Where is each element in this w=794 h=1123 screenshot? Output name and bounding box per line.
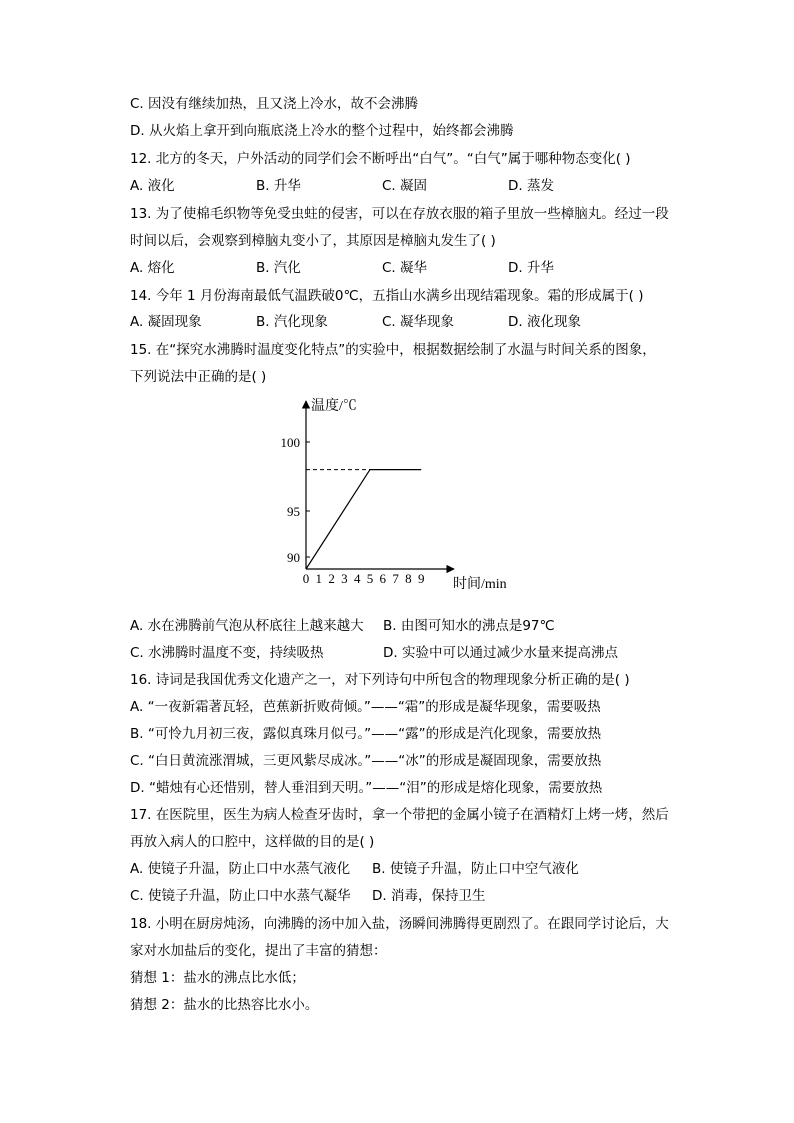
- q15-option-d: D. 实验中可以通过减少水量来提高沸点: [383, 645, 618, 661]
- question-12: 12. 北方的冬天，户外活动的同学们会不断呼出“白气”。“白气”属于哪种物态变化( ): [130, 151, 631, 167]
- x-tick-label: 7: [392, 571, 399, 586]
- y-tick-label: 100: [280, 435, 300, 450]
- q14-option-a: A. 凝固现象: [130, 314, 202, 330]
- question-16: 16. 诗词是我国优秀文化遗产之一，对下列诗句中所包含的物理现象分析正确的是( ): [130, 672, 630, 688]
- question-15-line1: 15. 在“探究水沸腾时温度变化特点”的实验中，根据数据绘制了水温与时间关系的图象，: [130, 342, 656, 358]
- q14-option-b: B. 汽化现象: [256, 314, 328, 330]
- q16-option-c: C. “白日黄流涨渭城，三更风紫尽成冰。”——“冰”的形成是凝固现象，需要放热: [130, 753, 602, 769]
- question-14: 14. 今年 1 月份海南最低气温跌破0℃，五指山水满乡出现结霜现象。霜的形成属于( ): [130, 288, 644, 304]
- x-axis-label: 时间/min: [453, 577, 507, 592]
- q13-option-b: B. 汽化: [256, 260, 301, 276]
- y-axis-label: 温度/℃: [311, 399, 357, 414]
- q15-option-c: C. 水沸腾时温度不变，持续吸热: [130, 645, 324, 661]
- question-15-line2: 下列说法中正确的是( ): [130, 369, 267, 385]
- q16-option-b: B. “可怜九月初三夜，露似真珠月似弓。”——“露”的形成是汽化现象，需要放热: [130, 726, 602, 742]
- question-18-line1: 18. 小明在厨房炖汤，向沸腾的汤中加入盐，汤瞬间沸腾得更剧烈了。在跟同学讨论后，大: [130, 916, 669, 932]
- question-18-line2: 家对水加盐后的变化，提出了丰富的猜想：: [130, 943, 387, 959]
- question-17-line1: 17. 在医院里，医生为病人检查牙齿时，拿一个带把的金属小镜子在酒精灯上烤一烤，然后: [130, 807, 669, 823]
- temperature-time-graph: [270, 393, 530, 602]
- q12-option-d: D. 蒸发: [508, 178, 554, 194]
- q17-option-a: A. 使镜子升温，防止口中水蒸气液化: [130, 861, 351, 877]
- x-tick-label: 4: [353, 571, 361, 586]
- q16-option-d: D. “蜡烛有心还惜别，替人垂泪到天明。”——“泪”的形成是熔化现象，需要放热: [130, 780, 603, 796]
- option-d-prev: D. 从火焰上拿开到向瓶底浇上冷水的整个过程中，始终都会沸腾: [130, 123, 514, 139]
- x-tick-label: 5: [366, 571, 374, 586]
- q15-option-a: A. 水在沸腾前气泡从杯底往上越来越大: [130, 618, 364, 634]
- question-13-line1: 13. 为了使棉毛织物等免受虫蛀的侵害，可以在存放衣服的箱子里放一些樟脑丸。经过一段: [130, 206, 669, 222]
- y-tick-label: 95: [287, 504, 300, 519]
- q14-option-c: C. 凝华现象: [382, 314, 455, 330]
- q17-option-b: B. 使镜子升温，防止口中空气液化: [372, 861, 579, 877]
- q13-option-c: C. 凝华: [382, 260, 428, 276]
- q12-option-b: B. 升华: [256, 178, 301, 194]
- q13-option-d: D. 升华: [508, 260, 554, 276]
- question-13-line2: 时间以后，会观察到樟脑丸变小了，其原因是樟脑丸发生了( ): [130, 233, 496, 249]
- q17-option-c: C. 使镜子升温，防止口中水蒸气凝华: [130, 888, 351, 904]
- x-tick-label: 9: [417, 571, 425, 586]
- q15-option-b: B. 由图可知水的沸点是97℃: [383, 618, 555, 634]
- y-tick-label: 90: [287, 550, 300, 565]
- x-tick-label: 0: [302, 571, 310, 586]
- x-tick-label: 3: [341, 571, 348, 586]
- q12-option-c: C. 凝固: [382, 178, 428, 194]
- guess-1: 猜想 1：盐水的沸点比水低；: [130, 970, 305, 986]
- graph-svg: [270, 393, 530, 598]
- q14-option-d: D. 液化现象: [508, 314, 581, 330]
- x-tick-label: 1: [315, 571, 323, 586]
- option-c-prev: C. 因没有继续加热，且又浇上冷水，故不会沸腾: [130, 96, 419, 112]
- q16-option-a: A. “一夜新霜著瓦轻，芭蕉新折败荷倾。”——“霜”的形成是凝华现象，需要吸热: [130, 699, 601, 715]
- question-17-line2: 再放入病人的口腔中，这样做的目的是( ): [130, 834, 375, 850]
- q17-option-d: D. 消毒，保持卫生: [372, 888, 486, 904]
- temperature-series-line: [306, 470, 421, 569]
- q13-option-a: A. 熔化: [130, 260, 175, 276]
- x-tick-label: 2: [328, 571, 335, 586]
- x-tick-label: 8: [405, 571, 412, 586]
- x-tick-label: 6: [379, 571, 387, 586]
- guess-2: 猜想 2：盐水的比热容比水小。: [130, 997, 319, 1013]
- q12-option-a: A. 液化: [130, 178, 175, 194]
